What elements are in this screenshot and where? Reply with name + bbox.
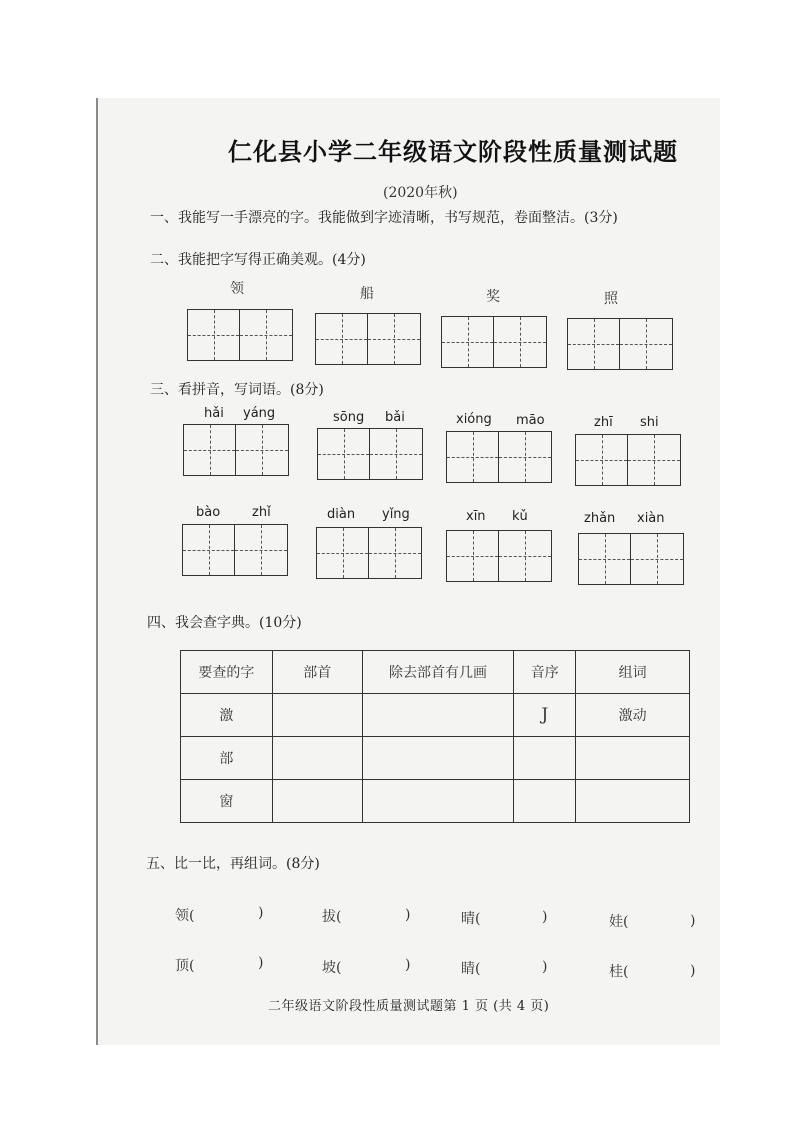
table-cell[interactable] [362,780,514,823]
page-subtitle: (2020年秋) [383,185,458,201]
section-1-heading: 一、我能写一手漂亮的字。我能做到字迹清晰，书写规范，卷面整洁。(3分) [150,210,618,226]
compare-close: ) [690,913,696,929]
compare-prompt: 桂( [609,964,629,980]
section-3-heading: 三、看拼音，写词语。(8分) [150,382,324,398]
writing-grid[interactable] [446,431,552,483]
table-cell: 激动 [576,694,690,737]
writing-grid[interactable] [446,530,552,582]
compare-close: ) [542,909,548,925]
table-cell[interactable] [272,694,362,737]
writing-grid[interactable] [578,533,684,585]
writing-grid[interactable] [187,309,293,361]
table-cell: 部 [181,737,273,780]
pinyin: xīn [466,509,486,524]
table-cell[interactable] [272,737,362,780]
pinyin: māo [516,413,545,428]
compare-prompt: 领( [175,908,195,924]
compare-close: ) [405,907,411,923]
compare-close: ) [542,959,548,975]
table-cell: J [514,694,576,737]
pinyin: kǔ [512,509,528,524]
pinyin: zhǎn [584,511,616,526]
writing-grid[interactable] [567,318,673,370]
table-header-row [181,651,690,694]
table-cell: 激 [181,694,273,737]
table-cell[interactable] [272,780,362,823]
pinyin: shi [640,415,659,430]
compare-prompt: 拔( [322,909,342,925]
compare-close: ) [405,957,411,973]
table-cell[interactable] [514,780,576,823]
copy-char: 奖 [486,289,500,305]
table-header: 部首 [272,651,362,694]
copy-char: 领 [230,281,244,297]
compare-close: ) [690,963,696,979]
compare-prompt: 睛( [461,961,481,977]
compare-close: ) [258,955,264,971]
compare-close: ) [258,905,264,921]
pinyin: sōng [333,410,365,425]
pinyin: diàn [327,507,356,522]
table-row [181,780,690,823]
pinyin: bǎi [385,410,405,425]
table-header: 要查的字 [181,651,273,694]
pinyin: xióng [456,412,492,427]
table-header: 音序 [514,651,576,694]
table-header: 除去部首有几画 [362,651,514,694]
pinyin: bào [196,505,221,520]
compare-prompt: 娃( [609,914,629,930]
writing-grid[interactable] [182,524,288,576]
copy-char: 照 [604,291,618,307]
pinyin: yǐng [382,507,410,522]
compare-prompt: 晴( [461,911,481,927]
writing-grid[interactable] [183,424,289,476]
table-cell[interactable] [362,694,514,737]
copy-char: 船 [360,286,374,302]
compare-prompt: 坡( [322,960,342,976]
pinyin: hǎi [204,406,224,421]
dictionary-table [180,650,690,823]
table-cell[interactable] [576,780,690,823]
table-row [181,694,690,737]
pinyin: zhī [594,415,613,430]
writing-grid[interactable] [315,313,421,365]
section-4-heading: 四、我会查字典。(10分) [147,615,302,631]
table-cell: 窗 [181,780,273,823]
table-header: 组词 [576,651,690,694]
table-row [181,737,690,780]
writing-grid[interactable] [317,428,423,480]
writing-grid[interactable] [441,316,547,368]
writing-grid[interactable] [316,527,422,579]
pinyin: yáng [243,406,276,421]
writing-grid[interactable] [575,434,681,486]
compare-prompt: 顶( [175,958,195,974]
page-title: 仁化县小学二年级语文阶段性质量测试题 [228,137,678,166]
table-cell[interactable] [576,737,690,780]
table-cell[interactable] [362,737,514,780]
section-5-heading: 五、比一比，再组词。(8分) [146,856,320,872]
pinyin: zhǐ [252,505,271,520]
section-2-heading: 二、我能把字写得正确美观。(4分) [150,252,366,268]
page-footer: 二年级语文阶段性质量测试题第 1 页 (共 4 页) [268,999,550,1014]
table-cell[interactable] [514,737,576,780]
pinyin: xiàn [637,511,665,526]
